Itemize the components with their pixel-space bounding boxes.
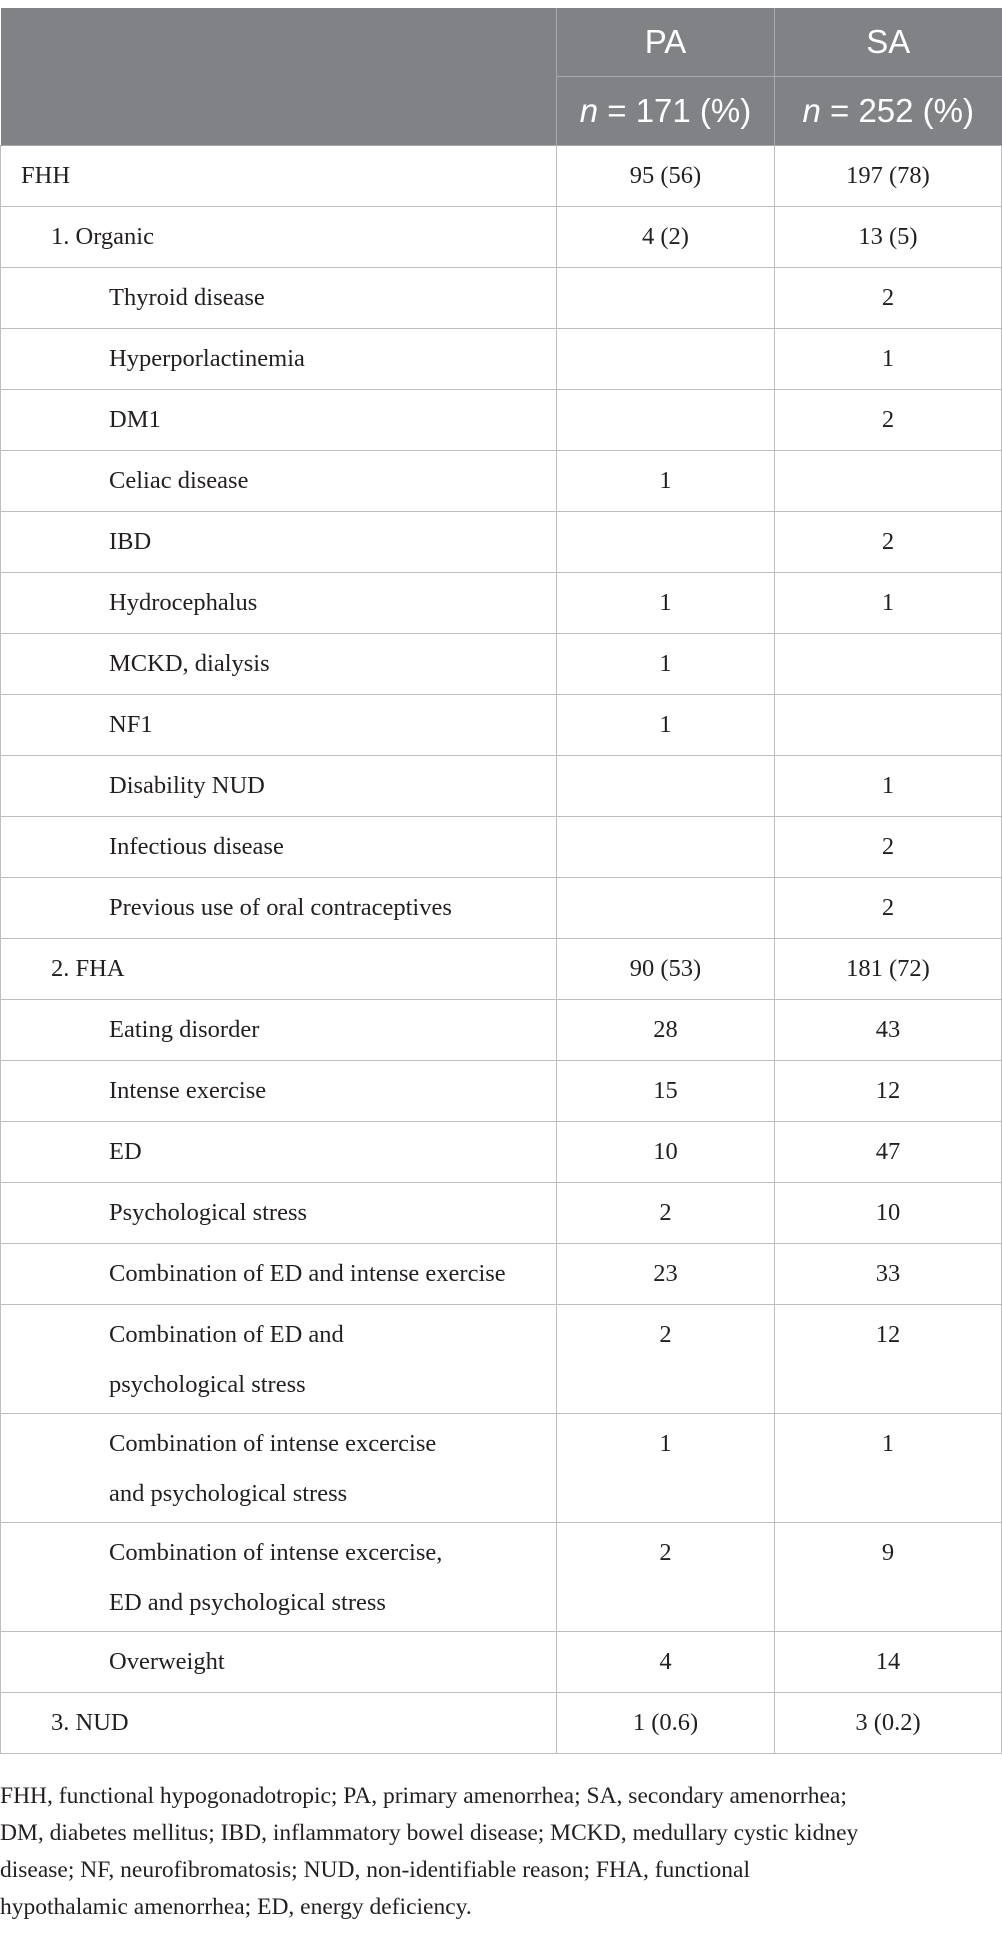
- pa-value: 28: [557, 1000, 775, 1061]
- row-label: Intense exercise: [1, 1061, 557, 1122]
- table-body: [1, 146, 1002, 1754]
- pa-value: 4 (2): [557, 207, 775, 268]
- row-label: 1. Organic: [1, 207, 557, 268]
- row-label: [1, 1305, 557, 1414]
- table-row: [1, 573, 1002, 634]
- row-label: Hyperporlactinemia: [1, 329, 557, 390]
- header-pa-n-symbol: n: [579, 92, 599, 129]
- row-label: Overweight: [1, 1632, 557, 1693]
- row-label: NF1: [1, 695, 557, 756]
- sa-value: 197 (78): [775, 146, 1002, 207]
- row-label: ED: [1, 1122, 557, 1183]
- table-row: [1, 1183, 1002, 1244]
- sa-value: 2: [775, 268, 1002, 329]
- sa-value: 43: [775, 1000, 1002, 1061]
- sa-value: 1: [775, 573, 1002, 634]
- row-label-line1: Combination of ED and: [109, 1321, 344, 1348]
- table-row: [1, 146, 1002, 207]
- pa-value: 15: [557, 1061, 775, 1122]
- row-label-line1: Combination of intense excercise: [109, 1430, 437, 1457]
- table-row: [1, 268, 1002, 329]
- row-label: MCKD, dialysis: [1, 634, 557, 695]
- sa-value: 2: [775, 878, 1002, 939]
- sa-value: [775, 451, 1002, 512]
- header-pa: PA: [557, 8, 775, 77]
- sa-value: [775, 695, 1002, 756]
- pa-value: 1 (0.6): [557, 1693, 775, 1754]
- row-label: Infectious disease: [1, 817, 557, 878]
- pa-value: 4: [557, 1632, 775, 1693]
- sa-value: 181 (72): [775, 939, 1002, 1000]
- row-label: Hydrocephalus: [1, 573, 557, 634]
- row-label: 2. FHA: [1, 939, 557, 1000]
- row-label: Disability NUD: [1, 756, 557, 817]
- row-label: 3. NUD: [1, 1693, 557, 1754]
- footnote-line: disease; NF, neurofibromatosis; NUD, non-identifiable reason; FHA, functional: [0, 1857, 750, 1883]
- row-label: Previous use of oral contraceptives: [1, 878, 557, 939]
- header-sa-n: [775, 77, 1002, 146]
- sa-value: 12: [775, 1061, 1002, 1122]
- table-row: [1, 1122, 1002, 1183]
- table-row: [1, 329, 1002, 390]
- table-row: [1, 695, 1002, 756]
- pa-value: [557, 756, 775, 817]
- row-label-line2: ED and psychological stress: [109, 1589, 386, 1616]
- sa-value: 1: [775, 756, 1002, 817]
- table-row: [1, 1523, 1002, 1632]
- table-row: [1, 1061, 1002, 1122]
- table-row: [1, 878, 1002, 939]
- pa-value: 1: [557, 634, 775, 695]
- row-label: IBD: [1, 512, 557, 573]
- row-label: DM1: [1, 390, 557, 451]
- pa-value: 90 (53): [557, 939, 775, 1000]
- pa-value: 95 (56): [557, 146, 775, 207]
- sa-value: 1: [775, 1414, 1002, 1523]
- table-row: [1, 1305, 1002, 1414]
- amenorrhea-causes-table: [0, 8, 1002, 1754]
- row-label-line1: Combination of intense excercise,: [109, 1539, 443, 1566]
- table-row: [1, 1632, 1002, 1693]
- sa-value: 2: [775, 817, 1002, 878]
- pa-value: 2: [557, 1523, 775, 1632]
- sa-value: 33: [775, 1244, 1002, 1305]
- pa-value: 1: [557, 451, 775, 512]
- sa-value: 47: [775, 1122, 1002, 1183]
- row-label-line2: psychological stress: [109, 1371, 306, 1398]
- row-label-line2: and psychological stress: [109, 1480, 348, 1507]
- pa-value: [557, 390, 775, 451]
- sa-value: 1: [775, 329, 1002, 390]
- table-row: [1, 1414, 1002, 1523]
- header-sa-n-symbol: n: [802, 92, 821, 129]
- table-row: [1, 1693, 1002, 1754]
- row-label: [1, 1414, 557, 1523]
- footnote-line: DM, diabetes mellitus; IBD, inflammatory bowel disease; MCKD, medullary cystic kidney: [0, 1820, 859, 1846]
- table-row: [1, 451, 1002, 512]
- data-table-container: [0, 8, 1001, 1754]
- row-label: FHH: [1, 146, 557, 207]
- footnote-line: FHH, functional hypogonadotropic; PA, primary amenorrhea; SA, secondary amenorrhea;: [0, 1783, 847, 1809]
- table-row: [1, 207, 1002, 268]
- row-label: Celiac disease: [1, 451, 557, 512]
- table-row: [1, 634, 1002, 695]
- sa-value: 10: [775, 1183, 1002, 1244]
- row-label: Thyroid disease: [1, 268, 557, 329]
- row-label: Psychological stress: [1, 1183, 557, 1244]
- pa-value: [557, 329, 775, 390]
- header-row-groups: [1, 8, 1002, 77]
- row-label: [1, 1523, 557, 1632]
- sa-value: 14: [775, 1632, 1002, 1693]
- pa-value: [557, 817, 775, 878]
- header-sa-n-value: = 252 (%): [820, 92, 975, 129]
- sa-value: 9: [775, 1523, 1002, 1632]
- table-row: [1, 1244, 1002, 1305]
- sa-value: 2: [775, 512, 1002, 573]
- table-header: [1, 8, 1002, 146]
- sa-value: [775, 634, 1002, 695]
- pa-value: 23: [557, 1244, 775, 1305]
- table-row: [1, 756, 1002, 817]
- table-footnote: [0, 1778, 995, 1926]
- pa-value: 1: [557, 1414, 775, 1523]
- pa-value: 2: [557, 1305, 775, 1414]
- sa-value: 2: [775, 390, 1002, 451]
- table-row: [1, 512, 1002, 573]
- sa-value: 12: [775, 1305, 1002, 1414]
- header-pa-n-value: = 171 (%): [598, 92, 752, 129]
- sa-value: 3 (0.2): [775, 1693, 1002, 1754]
- pa-value: [557, 512, 775, 573]
- pa-value: [557, 268, 775, 329]
- pa-value: 2: [557, 1183, 775, 1244]
- header-blank-cell: [1, 8, 557, 146]
- header-sa: SA: [775, 8, 1002, 77]
- table-row: [1, 1000, 1002, 1061]
- pa-value: 1: [557, 695, 775, 756]
- header-pa-n: [557, 77, 775, 146]
- table-row: [1, 939, 1002, 1000]
- row-label: Combination of ED and intense exercise: [1, 1244, 557, 1305]
- table-row: [1, 817, 1002, 878]
- row-label: Eating disorder: [1, 1000, 557, 1061]
- pa-value: [557, 878, 775, 939]
- footnote-line: hypothalamic amenorrhea; ED, energy deficiency.: [0, 1894, 472, 1920]
- table-row: [1, 390, 1002, 451]
- pa-value: 1: [557, 573, 775, 634]
- sa-value: 13 (5): [775, 207, 1002, 268]
- pa-value: 10: [557, 1122, 775, 1183]
